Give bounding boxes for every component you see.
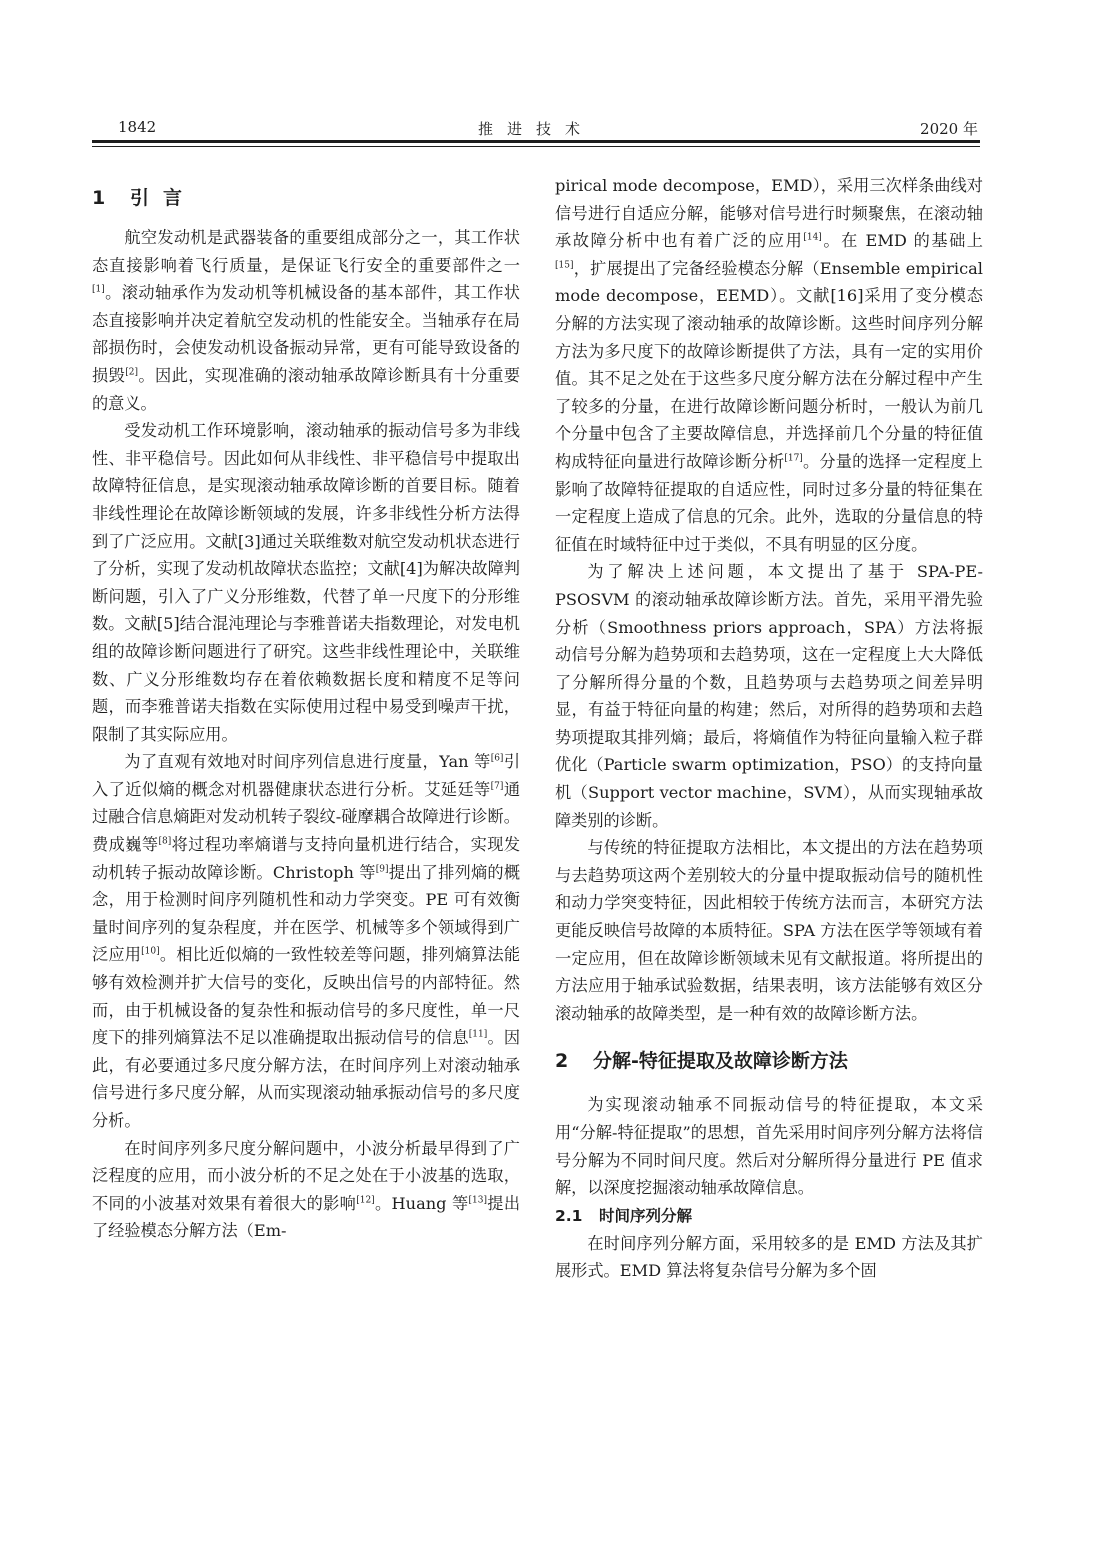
citation: [15]: [555, 260, 574, 271]
subsection-number: 2.1: [555, 1206, 583, 1225]
citation: [14]: [803, 232, 822, 243]
paragraph: 受发动机工作环境影响，滚动轴承的振动信号多为非线性、非平稳信号。因此如何从非线性、非平稳信号中提取出故障特征信息，是实现滚动轴承故障诊断的首要目标。随着非线性理论在故障诊断领域的发展，许多非线性分析方法得到了广泛应用。文献[3]通过关联维数对航空发动机状态进行了分析，实现了发动机故障状态监控；文献[4]为解决故障判断问题，引入了广义分形维数，代替了单一尺度下的分形维数。文献[5]结合混沌理论与李雅普诺夫指数理论，对发电机组的故障诊断问题进行了研究。这些非线性理论中，关联维数、广义分形维数均存在着依赖数据长度和精度不足等问题，而李雅普诺夫指数在实际使用过程中易受到噪声干扰，限制了其实际应用。: [92, 421, 520, 744]
citation: [10]: [141, 947, 160, 958]
paragraph: 为实现滚动轴承不同振动信号的特征提取，本文采用“分解-特征提取”的思想，首先采用时间序列分解方法将信号分解为不同时间尺度。然后对分解所得分量进行 PE 值求解，以深度挖掘滚动轴承故障信息。: [555, 1095, 983, 1198]
paragraph: 为了直观有效地对时间序列信息进行度量，Yan 等[6]引入了近似熵的概念对机器健康状态进行分析。艾延廷等[7]通过融合信息熵距对发动机转子裂纹-碰摩耦合故障进行诊断。费成巍等[8]将过程功率熵谱与支持向量机进行结合，实现发动机转子振动故障诊断。Christoph 等[9]提出了排列熵的概念，用于检测时间序列随机性和动力学突变。PE 可有效衡量时间序列的复杂程度，并在医学、机械等多个领域得到广泛应用[10]。相比近似熵的一致性较差等问题，排列熵算法能够有效检测并扩大信号的变化，反映出信号的内部特征。然而，由于机械设备的复杂性和振动信号的多尺度性，单一尺度下的排列熵算法不足以准确提取出振动信号的信息[11]。因此，有必要通过多尺度分解方法，在时间序列上对滚动轴承信号进行多尺度分解，从而实现滚动轴承振动信号的多尺度分析。: [92, 752, 521, 1130]
right-column: [555, 172, 983, 1285]
running-header: [92, 116, 980, 140]
journal-name: 推进技术: [477, 120, 594, 138]
paragraph: 与传统的特征提取方法相比，本文提出的方法在趋势项与去趋势项这两个差别较大的分量中提取振动信号的随机性和动力学突变特征，因此相较于传统方法而言，本研究方法更能反映信号故障的本质特征。SPA 方法在医学等领域有着一定应用，但在故障诊断领域未见有文献报道。将所提出的方法应用于轴承试验数据，结果表明，该方法能够有效区分滚动轴承的故障类型，是一种有效的故障诊断方法。: [555, 838, 983, 1023]
citation: [8]: [158, 836, 172, 847]
section-title: 分解-特征提取及故障诊断方法: [593, 1050, 848, 1073]
paragraph: 在时间序列多尺度分解问题中，小波分析最早得到了广泛程度的应用，而小波分析的不足之处在于小波基的选取，不同的小波基对效果有着很大的影响[12]。Huang 等[13]提出了经验模态分解方法（Em-: [92, 1138, 521, 1241]
section-2-heading: [555, 1037, 983, 1085]
publication-year: 2020 年: [920, 120, 978, 138]
header-rule-thick: [92, 140, 980, 143]
citation: [6]: [490, 753, 504, 764]
section-title: 引言: [130, 187, 197, 209]
section-1-heading: [92, 172, 520, 224]
citation: [7]: [490, 781, 504, 792]
citation: [1]: [92, 284, 105, 295]
citation: [12]: [356, 1195, 375, 1206]
paragraph: 为了解决上述问题，本文提出了基于 SPA-PE-PSOSVM 的滚动轴承故障诊断方法。首先，采用平滑先验分析（Smoothness priors approach，SPA）方法将振动信号分解为趋势项和去趋势项，这在一定程度上大大降低了分解所得分量的个数，且趋势项与去趋势项之间差异明显，有益于特征向量的构建；然后，对所得的趋势项和去趋势项提取其排列熵；最后，将熵值作为特征向量输入粒子群优化（Particle swarm optimization，PSO）的支持向量机（Support vector machine，SVM），从而实现轴承故障类别的诊断。: [555, 562, 983, 830]
paragraph: 在时间序列分解方面，采用较多的是 EMD 方法及其扩展形式。EMD 算法将复杂信号分解为多个固: [555, 1233, 983, 1281]
section-number: 2: [555, 1050, 569, 1073]
header-rule-thin: [92, 146, 980, 147]
subsection-2-1-heading: [555, 1202, 983, 1230]
citation: [13]: [468, 1195, 487, 1206]
paragraph: 航空发动机是武器装备的重要组成部分之一，其工作状态直接影响着飞行质量，是保证飞行安全的重要部件之一[1]。滚动轴承作为发动机等机械设备的基本部件，其工作状态直接影响并决定着航空发动机的性能安全。当轴承存在局部损伤时，会使发动机设备振动异常，更有可能导致设备的损毁[2]。因此，实现准确的滚动轴承故障诊断具有十分重要的意义。: [92, 228, 521, 413]
section-number: 1: [92, 187, 120, 209]
citation: [9]: [375, 864, 389, 875]
citation: [17]: [784, 453, 803, 464]
left-column: [92, 172, 520, 1245]
paragraph: pirical mode decompose，EMD），采用三次样条曲线对信号进行自适应分解，能够对信号进行时频聚焦，在滚动轴承故障分析中也有着广泛的应用[14]。在 EMD 的基础上[15]，扩展提出了完备经验模态分解（Ensemble empirical mode decompose，EEMD）。文献[16]采用了变分模态分解的方法实现了滚动轴承的故障诊断。这些时间序列分解方法为多尺度下的故障诊断提供了方法，具有一定的实用价值。其不足之处在于这些多尺度分解方法在分解过程中产生了较多的分量，在进行故障诊断问题分析时，一般认为前几个分量中包含了主要故障信息，并选择前几个分量的特征值构成特征向量进行故障诊断分析[17]。分量的选择一定程度上影响了故障特征提取的自适应性，同时过多分量的特征集在一定程度上造成了信息的冗余。此外，选取的分量信息的特征值在时域特征中过于类似，不具有明显的区分度。: [555, 176, 983, 554]
citation: [11]: [468, 1029, 488, 1040]
page-number: 1842: [118, 118, 157, 136]
subsection-title: 时间序列分解: [599, 1206, 693, 1225]
citation: [2]: [125, 367, 138, 378]
